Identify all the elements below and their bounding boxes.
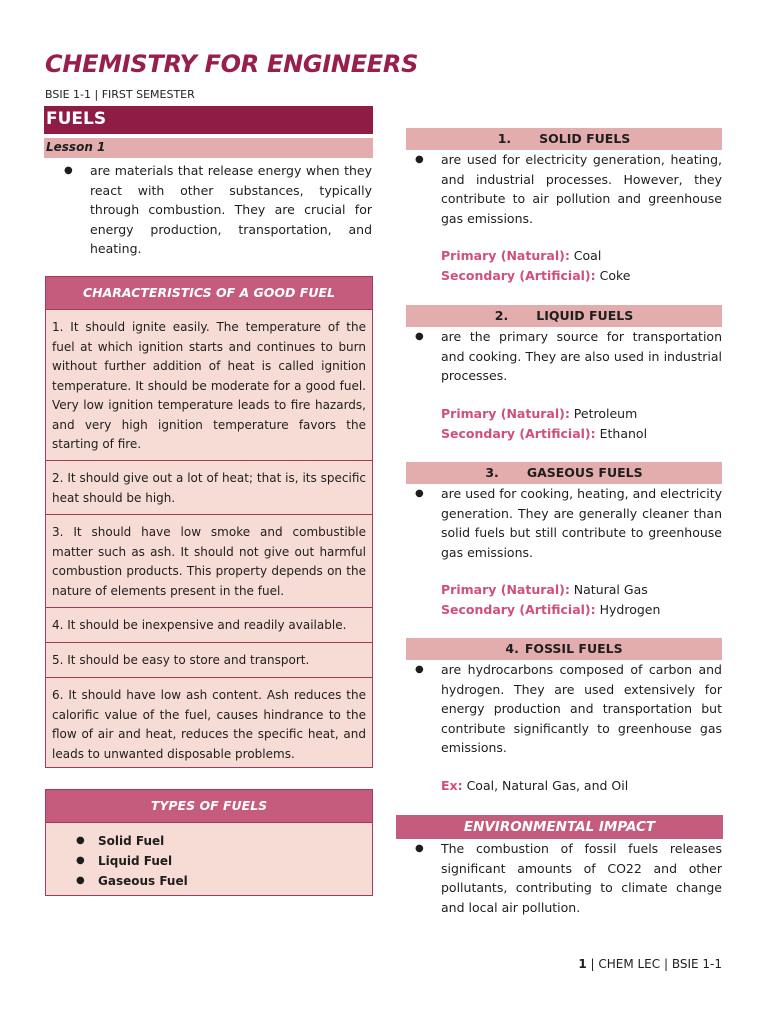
fuels-intro-text: are materials that release energy when they react with other substances, typically through combustion. They are crucial for energy production, transportation, and heating. <box>90 163 372 256</box>
example-label: Ex: <box>441 778 463 793</box>
gaseous-secondary-line <box>441 600 660 620</box>
environmental-impact-desc: The combustion of fossil fuels releases significant amounts of CO22 and other pollutants, contributing to climate change and local air pollution. <box>441 841 722 915</box>
characteristic-item-2: 2. It should give out a lot of heat; that is, its specific heat should be high. <box>46 461 372 515</box>
fossil-fuels-bullet <box>415 660 722 758</box>
secondary-label: Secondary (Artificial): <box>441 268 596 283</box>
solid-fuels-bullet <box>415 150 722 228</box>
primary-label: Primary (Natural): <box>441 248 570 263</box>
bullet-icon: ● <box>415 154 424 165</box>
document-title: CHEMISTRY FOR ENGINEERS <box>45 50 419 78</box>
characteristic-item-1: 1. It should ignite easily. The temperature of the fuel at which ignition starts and continues to burn without further addition of heat is called ignition temperature. It should be moderate for a good fuel. Very low ignition temperature leads to fire hazards, and very high ignition temperature favors the starting of fire. <box>46 310 372 461</box>
characteristics-box <box>45 276 373 768</box>
bullet-icon: ● <box>415 331 424 342</box>
liquid-primary-line <box>441 404 637 424</box>
bullet-icon: ● <box>415 843 424 854</box>
secondary-label: Secondary (Artificial): <box>441 426 596 441</box>
liquid-fuels-title: LIQUID FUELS <box>536 308 634 323</box>
types-list-item <box>76 871 372 891</box>
gaseous-fuels-title: GASEOUS FUELS <box>526 465 643 480</box>
gaseous-fuels-heading <box>406 462 722 484</box>
liquid-fuels-bullet <box>415 327 722 386</box>
gaseous-fuels-number: 3. <box>485 465 499 480</box>
types-box <box>45 789 373 896</box>
secondary-label: Secondary (Artificial): <box>441 602 596 617</box>
environmental-impact-heading: ENVIRONMENTAL IMPACT <box>396 815 723 839</box>
solid-fuels-number: 1. <box>497 131 512 146</box>
bullet-icon: ● <box>76 835 85 846</box>
example-value: Coal, Natural Gas, and Oil <box>462 778 629 793</box>
solid-fuels-title: SOLID FUELS <box>539 131 631 146</box>
primary-value: Natural Gas <box>569 582 648 597</box>
characteristic-item-5: 5. It should be easy to store and transport. <box>46 643 372 678</box>
document-subtitle: BSIE 1-1 | FIRST SEMESTER <box>45 88 195 101</box>
liquid-secondary-line <box>441 424 647 444</box>
characteristics-heading: CHARACTERISTICS OF A GOOD FUEL <box>46 277 372 310</box>
bullet-icon: ● <box>415 488 424 499</box>
solid-secondary-line <box>441 266 630 286</box>
solid-fuels-desc: are used for electricity generation, heating, and industrial processes. However, they contribute to air pollution and greenhouse gas emissions. <box>441 152 722 226</box>
secondary-value: Ethanol <box>595 426 648 441</box>
primary-label: Primary (Natural): <box>441 406 570 421</box>
environmental-impact-bullet <box>415 839 722 917</box>
gaseous-fuels-bullet <box>415 484 722 562</box>
characteristic-item-3: 3. It should have low smoke and combustible matter such as ash. It should not give out harmful combustion products. This property depends on the nature of elements present in the fuel. <box>46 515 372 608</box>
primary-value: Petroleum <box>569 406 638 421</box>
fossil-fuels-title: FOSSIL FUELS <box>524 641 623 656</box>
types-list-item <box>76 851 372 871</box>
fossil-fuels-heading <box>406 638 722 660</box>
page-footer <box>578 957 722 971</box>
fossil-example-line <box>441 776 628 796</box>
bullet-icon: ● <box>76 855 85 866</box>
solid-fuels-heading <box>406 128 722 150</box>
liquid-fuels-number: 2. <box>494 308 509 323</box>
primary-label: Primary (Natural): <box>441 582 570 597</box>
solid-primary-line <box>441 246 601 266</box>
types-item-text: Gaseous Fuel <box>98 874 188 888</box>
gaseous-primary-line <box>441 580 648 600</box>
bullet-icon: ● <box>415 664 424 675</box>
primary-value: Coal <box>569 248 602 263</box>
types-list <box>46 823 372 897</box>
page-number: 1 <box>578 957 587 971</box>
bullet-icon: ● <box>76 875 85 886</box>
lesson-label: Lesson 1 <box>44 138 373 158</box>
types-item-text: Solid Fuel <box>98 834 165 848</box>
secondary-value: Hydrogen <box>595 602 661 617</box>
secondary-value: Coke <box>595 268 631 283</box>
fuels-intro-bullet <box>64 161 372 259</box>
liquid-fuels-heading <box>406 305 722 327</box>
footer-text: | CHEM LEC | BSIE 1-1 <box>586 957 722 971</box>
liquid-fuels-desc: are the primary source for transportation and cooking. They are also used in industrial processes. <box>441 329 722 383</box>
bullet-icon: ● <box>64 165 73 176</box>
section-title-fuels: FUELS <box>44 106 373 134</box>
types-item-text: Liquid Fuel <box>98 854 173 868</box>
gaseous-fuels-desc: are used for cooking, heating, and electricity generation. They are generally cleaner than solid fuels but still contribute to greenhouse gas emissions. <box>441 486 722 560</box>
types-list-item <box>76 831 372 851</box>
fossil-fuels-desc: are hydrocarbons composed of carbon and hydrogen. They are used extensively for energy production and transportation but contribute significantly to greenhouse gas emissions. <box>441 662 722 755</box>
characteristic-item-6: 6. It should have low ash content. Ash reduces the calorific value of the fuel, causes hindrance to the flow of air and heat, reduces the specific heat, and leads to unwanted disposable problems. <box>52 688 366 761</box>
types-heading: TYPES OF FUELS <box>46 790 372 823</box>
characteristic-item-4: 4. It should be inexpensive and readily available. <box>46 608 372 643</box>
fossil-fuels-number: 4. <box>505 641 519 656</box>
